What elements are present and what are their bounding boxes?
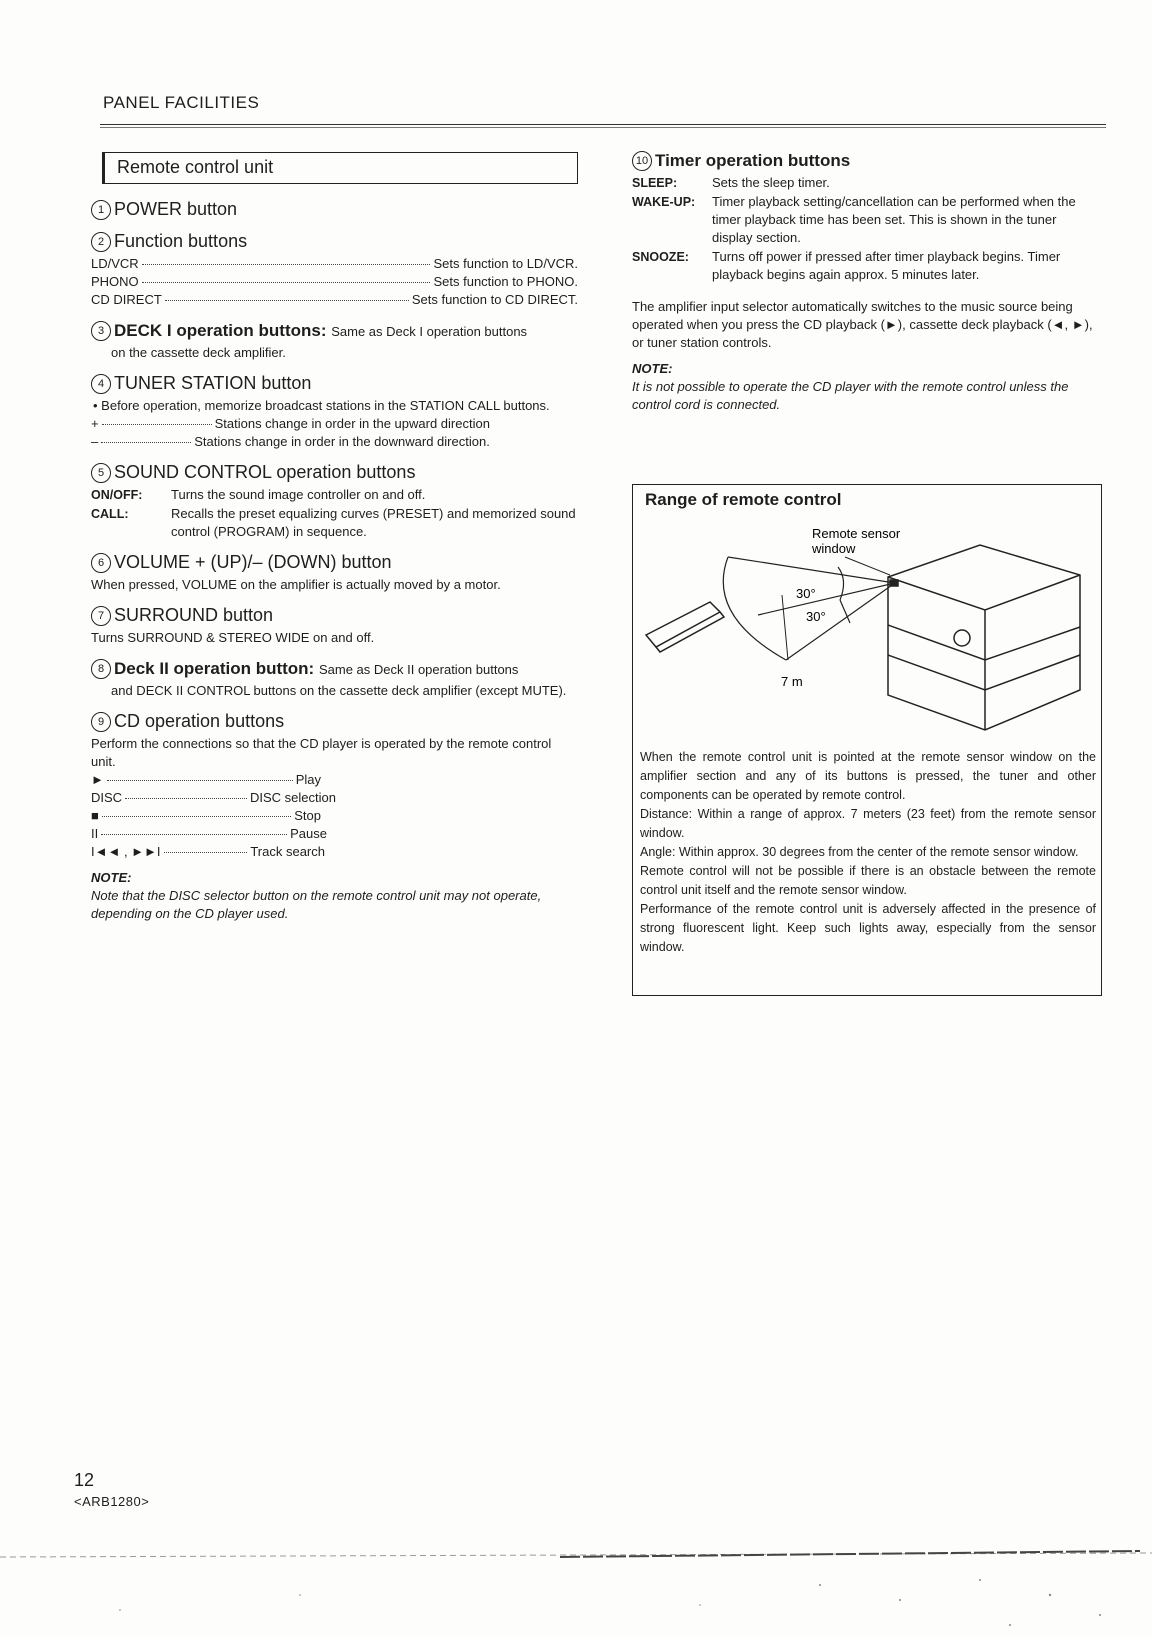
definition-row: SNOOZE: Turns off power if pressed after timer playback begins. Timer playback begins again approx. 5 minutes later. bbox=[632, 249, 1061, 282]
number-badge: 2 bbox=[91, 232, 111, 252]
item-deck-ii: 8 Deck II operation button: Same as Deck II operation buttons bbox=[91, 659, 578, 679]
range-paragraph: Remote control will not be possible if there is an obstacle between the remote control unit itself and the remote sensor window. bbox=[640, 864, 1096, 897]
number-badge: 4 bbox=[91, 374, 111, 394]
scan-noise bbox=[0, 1545, 1152, 1636]
amplifier-stack-icon bbox=[888, 545, 1080, 730]
item-sound-control: 5 SOUND CONTROL operation buttons bbox=[91, 463, 578, 483]
range-title: Range of remote control bbox=[645, 490, 842, 509]
number-badge: 9 bbox=[91, 712, 111, 732]
range-paragraph: Distance: Within a range of approx. 7 meters (23 feet) from the remote sensor window. bbox=[640, 807, 1096, 840]
definition-row: SLEEP: Sets the sleep timer. bbox=[632, 175, 830, 190]
item-timer: 10 Timer operation buttons bbox=[632, 151, 1100, 171]
cd-row: ■ Stop bbox=[91, 808, 321, 823]
number-badge: 8 bbox=[91, 659, 111, 679]
item-power bbox=[91, 200, 578, 220]
function-row: CD DIRECT Sets function to CD DIRECT. bbox=[91, 292, 578, 307]
item-text: Perform the connections so that the CD player is operated by the remote control unit. bbox=[91, 736, 552, 769]
cd-row: II Pause bbox=[91, 826, 327, 841]
definition-row: WAKE-UP: Timer playback setting/cancellation can be performed when the timer playback time has been set. This is shown in the tuner display section. bbox=[632, 194, 1076, 245]
range-diagram bbox=[640, 515, 1096, 740]
angle-label: 30° bbox=[796, 586, 816, 601]
range-paragraph: When the remote control unit is pointed at the remote sensor window on the amplifier section and any of its buttons is pressed, the tuner and other components can be operated by remote control. bbox=[640, 750, 1096, 802]
sensor-label: window bbox=[812, 541, 856, 556]
left-column bbox=[91, 188, 578, 923]
item-text: on the cassette deck amplifier. bbox=[111, 345, 286, 360]
item-cd-operation: 9 CD operation buttons bbox=[91, 712, 578, 732]
remote-control-heading: Remote control unit bbox=[102, 152, 578, 184]
cd-row: DISC DISC selection bbox=[91, 790, 336, 805]
item-title: Function buttons bbox=[114, 231, 248, 251]
definition-row: CALL: Recalls the preset equalizing curves (PRESET) and memorized sound control (PROGRAM) in sequence. bbox=[91, 506, 576, 539]
page-number: 12 bbox=[74, 1470, 95, 1490]
definition-row: ON/OFF: Turns the sound image controller on and off. bbox=[91, 487, 426, 502]
header-rule-secondary bbox=[100, 127, 1106, 128]
note-label: NOTE: bbox=[632, 361, 673, 376]
note-text: Note that the DISC selector button on the remote control unit may not operate, depending on the CD player used. bbox=[91, 888, 542, 921]
station-row: – Stations change in order in the downward direction. bbox=[91, 434, 490, 449]
item-function bbox=[91, 232, 578, 252]
function-row: LD/VCR Sets function to LD/VCR. bbox=[91, 256, 578, 271]
angle-label: 30° bbox=[806, 609, 826, 624]
item-volume: 6 VOLUME + (UP)/– (DOWN) button bbox=[91, 553, 578, 573]
number-badge: 1 bbox=[91, 200, 111, 220]
item-text: When pressed, VOLUME on the amplifier is actually moved by a motor. bbox=[91, 577, 501, 592]
note-text: It is not possible to operate the CD player with the remote control unless the control cord is connected. bbox=[632, 379, 1069, 412]
note-label: NOTE: bbox=[91, 870, 132, 885]
page-title: PANEL FACILITIES bbox=[103, 93, 260, 112]
cd-row: I◄◄ , ►►I Track search bbox=[91, 844, 325, 859]
remote-control-icon bbox=[646, 602, 724, 652]
item-text: Turns SURROUND & STEREO WIDE on and off. bbox=[91, 630, 375, 645]
number-badge: 10 bbox=[632, 151, 652, 171]
number-badge: 7 bbox=[91, 606, 111, 626]
number-badge: 3 bbox=[91, 321, 111, 341]
item-text: and DECK II CONTROL buttons on the cassette deck amplifier (except MUTE). bbox=[111, 683, 567, 698]
right-column bbox=[632, 143, 1100, 414]
function-row: PHONO Sets function to PHONO. bbox=[91, 274, 578, 289]
number-badge: 5 bbox=[91, 463, 111, 483]
bullet-text: • Before operation, memorize broadcast stations in the STATION CALL buttons. bbox=[93, 398, 550, 413]
item-deck-i: 3 DECK I operation buttons: Same as Deck I operation buttons bbox=[91, 321, 578, 341]
auto-switch-text: The amplifier input selector automatically switches to the music source being operated when you press the CD playback (►), cassette deck playback (◄, ►), or tuner station controls. bbox=[632, 299, 1093, 350]
number-badge: 6 bbox=[91, 553, 111, 573]
cd-row: ► Play bbox=[91, 772, 321, 787]
station-row: + Stations change in order in the upward direction bbox=[91, 416, 490, 431]
document-code: <ARB1280> bbox=[74, 1494, 150, 1509]
sensor-label: Remote sensor bbox=[812, 526, 901, 541]
item-surround: 7 SURROUND button bbox=[91, 606, 578, 626]
range-description bbox=[640, 748, 1096, 957]
range-paragraph: Performance of the remote control unit is adversely affected in the presence of strong fluorescent light. Keep such lights away, especially from the sensor window. bbox=[640, 902, 1096, 954]
item-tuner-station: 4 TUNER STATION button bbox=[91, 374, 578, 394]
item-title: POWER button bbox=[114, 199, 238, 219]
distance-label: 7 m bbox=[781, 674, 803, 689]
range-paragraph: Angle: Within approx. 30 degrees from the center of the remote sensor window. bbox=[640, 845, 1079, 859]
header-rule bbox=[100, 124, 1106, 125]
